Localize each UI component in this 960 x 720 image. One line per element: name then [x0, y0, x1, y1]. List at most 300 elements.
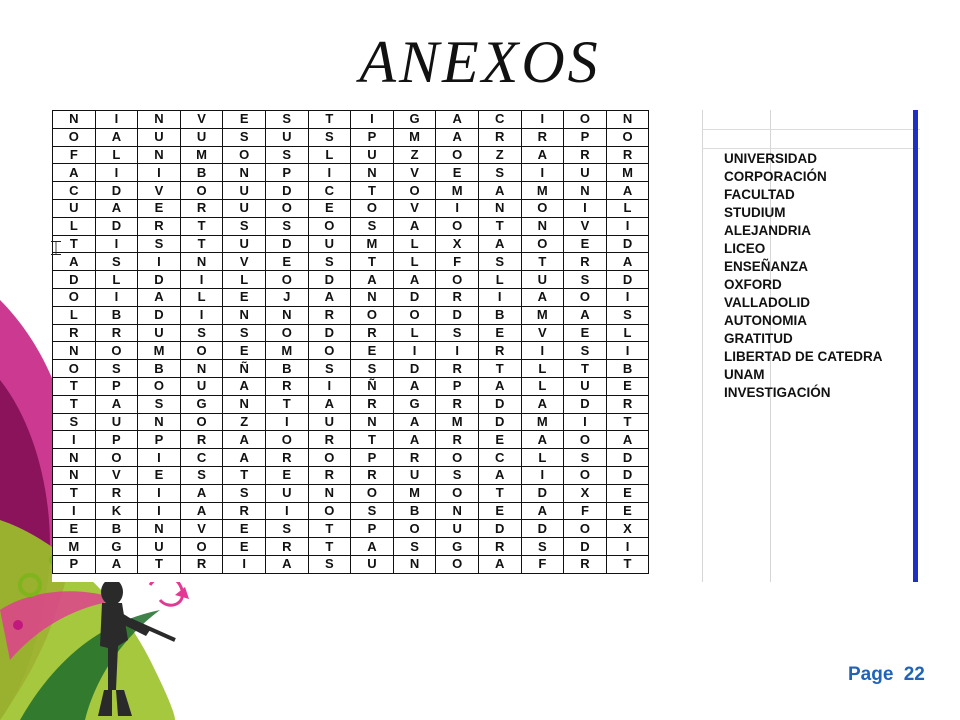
grid-cell: M — [521, 182, 564, 200]
grid-cell: N — [308, 484, 351, 502]
grid-cell: O — [138, 377, 181, 395]
grid-cell: R — [180, 555, 223, 573]
grid-cell: P — [138, 431, 181, 449]
grid-cell: A — [478, 182, 521, 200]
grid-cell: V — [564, 217, 607, 235]
grid-cell: O — [180, 538, 223, 556]
grid-cell: R — [564, 253, 607, 271]
grid-cell: S — [265, 520, 308, 538]
word-list-item: STUDIUM — [724, 205, 786, 220]
grid-cell: E — [564, 324, 607, 342]
grid-cell: R — [308, 431, 351, 449]
grid-cell: A — [308, 288, 351, 306]
grid-cell: C — [53, 182, 96, 200]
grid-cell: L — [521, 360, 564, 378]
grid-cell: O — [564, 466, 607, 484]
page-label: Page — [848, 664, 894, 685]
grid-cell: U — [521, 271, 564, 289]
grid-cell: P — [53, 555, 96, 573]
grid-cell: T — [478, 217, 521, 235]
grid-cell: N — [223, 306, 266, 324]
grid-cell: O — [180, 342, 223, 360]
grid-cell: I — [436, 342, 479, 360]
grid-cell: T — [564, 360, 607, 378]
grid-cell: U — [265, 484, 308, 502]
grid-row — [53, 520, 649, 538]
grid-cell: T — [180, 235, 223, 253]
grid-cell: P — [95, 377, 138, 395]
grid-cell: V — [138, 182, 181, 200]
grid-cell: S — [265, 146, 308, 164]
grid-cell: D — [265, 235, 308, 253]
grid-cell: R — [351, 466, 394, 484]
grid-cell: N — [223, 164, 266, 182]
grid-row — [53, 413, 649, 431]
grid-cell: T — [478, 360, 521, 378]
grid-cell: T — [53, 395, 96, 413]
grid-cell: R — [265, 449, 308, 467]
row-divider — [702, 148, 920, 149]
grid-cell: I — [53, 502, 96, 520]
grid-cell: A — [180, 502, 223, 520]
grid-cell: V — [393, 164, 436, 182]
grid-cell: N — [180, 253, 223, 271]
grid-cell: U — [265, 128, 308, 146]
grid-cell: M — [436, 413, 479, 431]
grid-cell: E — [606, 502, 649, 520]
grid-cell: U — [351, 146, 394, 164]
grid-cell: O — [393, 182, 436, 200]
grid-cell: U — [53, 199, 96, 217]
column-divider — [702, 110, 703, 582]
grid-cell: E — [308, 199, 351, 217]
grid-cell: E — [223, 288, 266, 306]
grid-cell: O — [308, 217, 351, 235]
grid-cell: A — [393, 431, 436, 449]
grid-row — [53, 555, 649, 573]
grid-cell: A — [521, 146, 564, 164]
grid-cell: A — [53, 253, 96, 271]
grid-cell: O — [308, 449, 351, 467]
grid-row — [53, 217, 649, 235]
grid-cell: E — [138, 199, 181, 217]
grid-cell: O — [564, 431, 607, 449]
grid-cell: T — [223, 466, 266, 484]
grid-row — [53, 164, 649, 182]
grid-cell: U — [180, 377, 223, 395]
grid-cell: X — [436, 235, 479, 253]
grid-cell: D — [521, 484, 564, 502]
grid-cell: D — [564, 395, 607, 413]
grid-cell: P — [265, 164, 308, 182]
grid-cell: N — [564, 182, 607, 200]
grid-cell: R — [606, 395, 649, 413]
grid-cell: T — [53, 377, 96, 395]
grid-cell: D — [265, 182, 308, 200]
grid-cell: A — [564, 306, 607, 324]
grid-cell: U — [95, 413, 138, 431]
grid-cell: T — [180, 217, 223, 235]
grid-cell: T — [606, 413, 649, 431]
word-list-item: LICEO — [724, 241, 766, 256]
grid-cell: I — [95, 111, 138, 129]
grid-cell: I — [265, 502, 308, 520]
grid-cell: R — [351, 395, 394, 413]
grid-cell: A — [436, 111, 479, 129]
grid-cell: N — [53, 466, 96, 484]
grid-cell: I — [521, 111, 564, 129]
grid-cell: I — [351, 111, 394, 129]
grid-cell: U — [436, 520, 479, 538]
grid-cell: O — [393, 520, 436, 538]
grid-cell: R — [478, 342, 521, 360]
grid-row — [53, 199, 649, 217]
grid-cell: R — [521, 128, 564, 146]
grid-cell: A — [180, 484, 223, 502]
grid-cell: S — [351, 502, 394, 520]
grid-cell: O — [393, 306, 436, 324]
grid-cell: N — [138, 413, 181, 431]
grid-cell: A — [521, 288, 564, 306]
grid-cell: O — [95, 449, 138, 467]
grid-cell: A — [308, 395, 351, 413]
grid-cell: A — [606, 253, 649, 271]
grid-cell: U — [351, 555, 394, 573]
grid-cell: O — [265, 271, 308, 289]
grid-cell: G — [436, 538, 479, 556]
grid-cell: A — [393, 413, 436, 431]
grid-cell: R — [308, 466, 351, 484]
grid-cell: I — [223, 555, 266, 573]
grid-cell: D — [393, 288, 436, 306]
grid-row — [53, 182, 649, 200]
grid-cell: O — [265, 324, 308, 342]
grid-cell: O — [265, 199, 308, 217]
grid-cell: A — [393, 217, 436, 235]
grid-row — [53, 235, 649, 253]
grid-cell: O — [436, 217, 479, 235]
grid-cell: S — [53, 413, 96, 431]
grid-cell: L — [95, 271, 138, 289]
grid-cell: R — [436, 395, 479, 413]
grid-cell: I — [95, 164, 138, 182]
grid-cell: I — [180, 271, 223, 289]
grid-cell: A — [606, 431, 649, 449]
grid-cell: N — [223, 395, 266, 413]
grid-cell: S — [351, 360, 394, 378]
grid-cell: E — [53, 520, 96, 538]
row-divider — [702, 129, 920, 130]
grid-row — [53, 502, 649, 520]
grid-cell: T — [308, 520, 351, 538]
grid-cell: R — [606, 146, 649, 164]
grid-cell: A — [95, 128, 138, 146]
grid-cell: N — [265, 306, 308, 324]
grid-cell: A — [521, 431, 564, 449]
grid-cell: O — [436, 146, 479, 164]
grid-cell: S — [223, 128, 266, 146]
grid-cell: G — [180, 395, 223, 413]
grid-cell: S — [351, 217, 394, 235]
grid-cell: K — [95, 502, 138, 520]
grid-cell: O — [265, 431, 308, 449]
word-list-item: VALLADOLID — [724, 295, 810, 310]
grid-cell: N — [478, 199, 521, 217]
grid-cell: F — [564, 502, 607, 520]
grid-cell: S — [180, 466, 223, 484]
word-list-item: AUTONOMIA — [724, 313, 807, 328]
grid-cell: B — [265, 360, 308, 378]
grid-cell: I — [138, 449, 181, 467]
text-cursor-icon: ⌶ — [50, 238, 62, 260]
grid-cell: L — [606, 199, 649, 217]
sheet-border-bar — [913, 110, 918, 582]
grid-cell: O — [223, 146, 266, 164]
grid-cell: S — [393, 538, 436, 556]
grid-cell: D — [478, 395, 521, 413]
grid-cell: D — [138, 306, 181, 324]
grid-cell: L — [180, 288, 223, 306]
grid-cell: N — [393, 555, 436, 573]
grid-cell: I — [95, 235, 138, 253]
grid-cell: A — [606, 182, 649, 200]
grid-cell: R — [351, 324, 394, 342]
grid-cell: U — [308, 235, 351, 253]
grid-cell: M — [393, 484, 436, 502]
grid-cell: O — [180, 182, 223, 200]
grid-cell: S — [223, 217, 266, 235]
grid-cell: S — [478, 164, 521, 182]
grid-cell: D — [478, 520, 521, 538]
grid-cell: B — [478, 306, 521, 324]
word-list-item: FACULTAD — [724, 187, 795, 202]
grid-cell: P — [351, 520, 394, 538]
grid-row — [53, 306, 649, 324]
grid-cell: I — [564, 199, 607, 217]
grid-cell: J — [265, 288, 308, 306]
grid-cell: U — [223, 235, 266, 253]
word-list-item: GRATITUD — [724, 331, 793, 346]
grid-row — [53, 395, 649, 413]
grid-cell: L — [53, 306, 96, 324]
grid-cell: I — [180, 306, 223, 324]
grid-cell: R — [180, 199, 223, 217]
grid-cell: A — [478, 466, 521, 484]
grid-cell: B — [95, 306, 138, 324]
grid-cell: S — [436, 466, 479, 484]
grid-cell: S — [436, 324, 479, 342]
grid-cell: D — [53, 271, 96, 289]
grid-cell: E — [223, 538, 266, 556]
grid-cell: I — [138, 502, 181, 520]
grid-cell: T — [53, 484, 96, 502]
grid-cell: S — [308, 128, 351, 146]
grid-cell: U — [223, 182, 266, 200]
grid-cell: I — [265, 413, 308, 431]
grid-cell: S — [606, 306, 649, 324]
grid-cell: O — [95, 342, 138, 360]
grid-cell: A — [95, 395, 138, 413]
grid-cell: U — [180, 128, 223, 146]
grid-cell: M — [393, 128, 436, 146]
grid-cell: S — [308, 253, 351, 271]
grid-cell: N — [138, 146, 181, 164]
grid-cell: X — [564, 484, 607, 502]
grid-cell: P — [351, 128, 394, 146]
grid-cell: I — [521, 342, 564, 360]
grid-cell: R — [436, 360, 479, 378]
grid-cell: I — [521, 466, 564, 484]
grid-cell: E — [223, 520, 266, 538]
grid-cell: D — [308, 271, 351, 289]
grid-cell: S — [308, 360, 351, 378]
grid-cell: T — [478, 484, 521, 502]
grid-cell: E — [223, 342, 266, 360]
grid-cell: L — [521, 449, 564, 467]
grid-cell: B — [138, 360, 181, 378]
grid-row — [53, 360, 649, 378]
grid-cell: M — [265, 342, 308, 360]
grid-cell: N — [351, 288, 394, 306]
grid-cell: O — [180, 413, 223, 431]
grid-cell: M — [521, 413, 564, 431]
grid-cell: S — [95, 360, 138, 378]
grid-cell: O — [436, 271, 479, 289]
grid-cell: T — [308, 111, 351, 129]
grid-cell: P — [436, 377, 479, 395]
grid-cell: T — [351, 182, 394, 200]
page-number-value: 22 — [903, 664, 925, 685]
grid-cell: F — [521, 555, 564, 573]
word-list-item: OXFORD — [724, 277, 782, 292]
grid-cell: C — [180, 449, 223, 467]
slide-title: ANEXOS — [359, 29, 601, 95]
grid-cell: T — [138, 555, 181, 573]
word-list-item: LIBERTAD DE CATEDRA — [724, 349, 883, 364]
grid-cell: N — [436, 502, 479, 520]
grid-cell: R — [53, 324, 96, 342]
grid-cell: F — [53, 146, 96, 164]
grid-cell: L — [53, 217, 96, 235]
grid-row — [53, 466, 649, 484]
grid-cell: U — [308, 413, 351, 431]
grid-cell: G — [393, 111, 436, 129]
grid-cell: S — [308, 555, 351, 573]
grid-cell: T — [308, 538, 351, 556]
grid-cell: I — [564, 413, 607, 431]
grid-cell: A — [223, 377, 266, 395]
grid-row — [53, 342, 649, 360]
grid-cell: E — [265, 253, 308, 271]
grid-cell: R — [564, 555, 607, 573]
grid-cell: S — [223, 324, 266, 342]
grid-cell: U — [393, 466, 436, 484]
grid-cell: A — [478, 555, 521, 573]
grid-cell: U — [138, 128, 181, 146]
grid-cell: T — [53, 235, 96, 253]
grid-row — [53, 128, 649, 146]
grid-cell: A — [478, 377, 521, 395]
grid-cell: U — [138, 538, 181, 556]
grid-cell: E — [138, 466, 181, 484]
word-list-item: INVESTIGACIÓN — [724, 385, 831, 400]
grid-cell: S — [564, 271, 607, 289]
grid-cell: E — [606, 377, 649, 395]
grid-row — [53, 111, 649, 129]
grid-cell: V — [393, 199, 436, 217]
grid-cell: D — [95, 217, 138, 235]
grid-cell: L — [393, 235, 436, 253]
grid-cell: I — [95, 288, 138, 306]
grid-cell: I — [308, 377, 351, 395]
grid-cell: N — [180, 360, 223, 378]
grid-cell: L — [521, 377, 564, 395]
grid-cell: V — [95, 466, 138, 484]
grid-cell: O — [53, 128, 96, 146]
grid-cell: A — [138, 288, 181, 306]
grid-cell: V — [180, 520, 223, 538]
grid-cell: R — [138, 217, 181, 235]
grid-cell: D — [606, 449, 649, 467]
grid-cell: M — [53, 538, 96, 556]
word-list-item: ENSEÑANZA — [724, 259, 809, 274]
word-search-sheet — [52, 110, 920, 582]
grid-cell: T — [606, 555, 649, 573]
grid-cell: B — [606, 360, 649, 378]
grid-cell: R — [180, 431, 223, 449]
grid-cell: D — [393, 360, 436, 378]
grid-cell: R — [478, 128, 521, 146]
grid-cell: L — [223, 271, 266, 289]
grid-row — [53, 484, 649, 502]
grid-cell: V — [180, 111, 223, 129]
grid-cell: I — [606, 217, 649, 235]
grid-cell: I — [478, 288, 521, 306]
grid-cell: O — [53, 288, 96, 306]
grid-cell: S — [223, 484, 266, 502]
grid-cell: N — [53, 111, 96, 129]
grid-cell: I — [436, 199, 479, 217]
grid-cell: M — [436, 182, 479, 200]
word-list-item: CORPORACIÓN — [724, 169, 827, 184]
grid-cell: N — [53, 342, 96, 360]
grid-cell: L — [95, 146, 138, 164]
grid-cell: Ñ — [223, 360, 266, 378]
grid-cell: A — [95, 199, 138, 217]
grid-cell: U — [564, 377, 607, 395]
grid-cell: L — [478, 271, 521, 289]
grid-cell: O — [351, 199, 394, 217]
grid-row — [53, 146, 649, 164]
grid-cell: E — [478, 502, 521, 520]
grid-cell: S — [478, 253, 521, 271]
grid-cell: R — [265, 377, 308, 395]
grid-cell: A — [351, 271, 394, 289]
grid-cell: T — [351, 431, 394, 449]
grid-cell: I — [606, 538, 649, 556]
grid-cell: A — [478, 235, 521, 253]
grid-cell: B — [393, 502, 436, 520]
grid-cell: B — [180, 164, 223, 182]
grid-cell: O — [436, 449, 479, 467]
grid-cell: O — [606, 128, 649, 146]
grid-cell: D — [478, 413, 521, 431]
grid-cell: R — [95, 484, 138, 502]
grid-cell: E — [478, 324, 521, 342]
grid-cell: N — [606, 111, 649, 129]
grid-cell: I — [606, 288, 649, 306]
grid-cell: I — [393, 342, 436, 360]
